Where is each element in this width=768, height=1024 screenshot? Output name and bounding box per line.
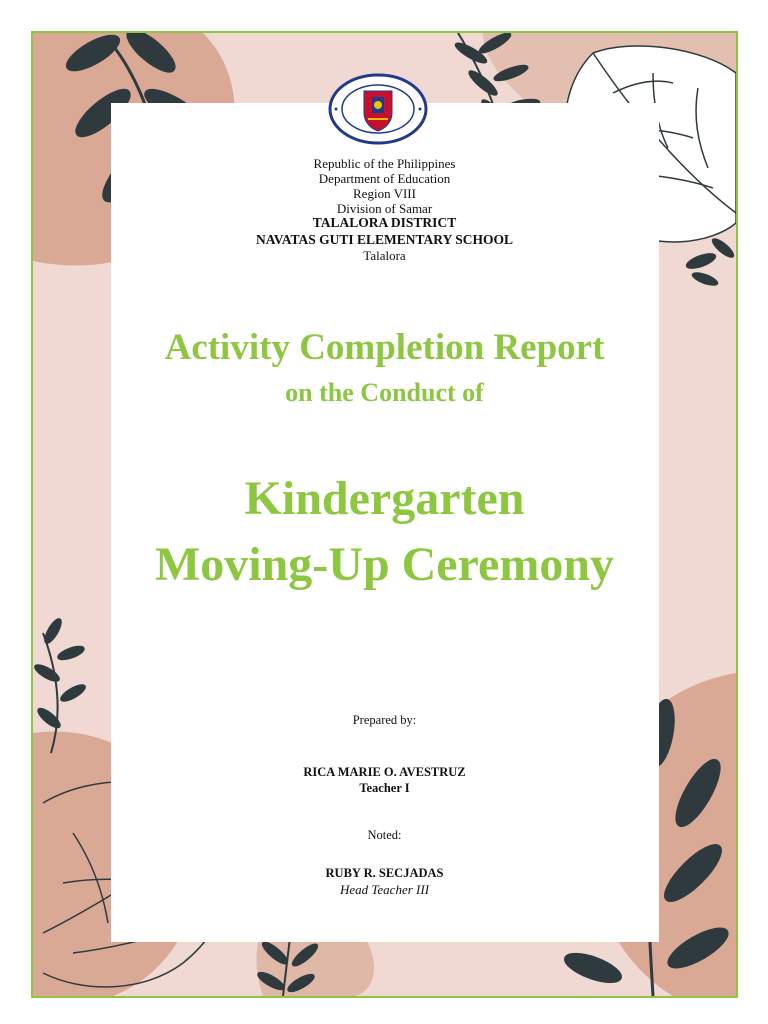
header-country: Republic of the Philippines bbox=[313, 156, 456, 171]
noter-title: Head Teacher III bbox=[339, 882, 430, 897]
header-region: Region VIII bbox=[353, 186, 416, 201]
header-school: NAVATAS GUTI ELEMENTARY SCHOOL bbox=[256, 232, 513, 247]
prepared-by-label: Prepared by: bbox=[352, 713, 417, 727]
report-cover bbox=[31, 31, 738, 998]
header-town: Talalora bbox=[363, 248, 406, 263]
header-district: TALALORA DISTRICT bbox=[312, 215, 457, 230]
noter-name: RUBY R. SECJADAS bbox=[325, 866, 444, 880]
event-title-line1: Kindergarten bbox=[244, 472, 525, 525]
header-department: Department of Education bbox=[318, 171, 451, 186]
noted-label: Noted: bbox=[367, 828, 402, 842]
preparer-title: Teacher I bbox=[359, 781, 410, 795]
event-title-line2: Moving-Up Ceremony bbox=[154, 538, 615, 591]
preparer-name: RICA MARIE O. AVESTRUZ bbox=[303, 765, 466, 779]
deped-seal-icon bbox=[328, 73, 428, 145]
report-title: Activity Completion Report bbox=[164, 327, 605, 368]
report-subtitle: on the Conduct of bbox=[285, 378, 484, 407]
header-division: Division of Samar bbox=[336, 201, 433, 216]
